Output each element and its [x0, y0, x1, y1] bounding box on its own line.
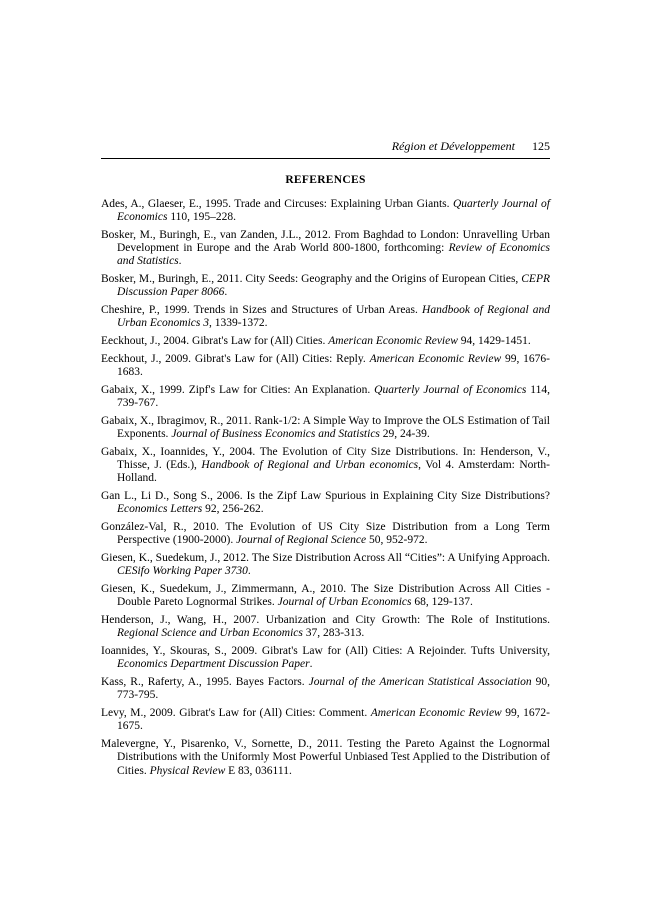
reference-text: González-Val, R., 2010. The Evolution of US City Size Distribution from a Long Term Perspective (1900-2000).	[101, 521, 550, 547]
reference-text: Gan L., Li D., Song S., 2006. Is the Zipf Law Spurious in Explaining City Size Distributions?	[101, 490, 550, 503]
reference-entry	[101, 273, 550, 299]
reference-source-italic: Quarterly Journal of Economics	[374, 384, 527, 396]
reference-text: 37, 283-313.	[302, 627, 365, 640]
reference-source-italic: Handbook of Regional and Urban economics	[201, 459, 419, 472]
reference-text: 110, 195–228.	[167, 211, 237, 224]
reference-source-italic: Economics Department Discussion Paper	[117, 658, 310, 671]
reference-text: Henderson, J., Wang, H., 2007. Urbanization and City Growth: The Role of Institutions.	[101, 614, 550, 627]
references-list	[101, 198, 550, 778]
reference-text: Eeckhout, J., 2004. Gibrat's Law for (All) Cities.	[101, 335, 329, 348]
reference-source-italic: Quarterly Journal of Economics	[117, 198, 550, 224]
reference-entry	[101, 384, 550, 410]
reference-text: Gabaix, X., Ioannides, Y., 2004. The Evolution of City Size Distributions. In: Henderson, V., Thisse, J. (Eds.),	[101, 446, 550, 472]
reference-text: .	[178, 255, 182, 268]
reference-source-italic: CEPR Discussion Paper 8066	[117, 273, 550, 299]
reference-source-italic: Journal of Business Economics and Statistics	[171, 428, 380, 441]
reference-entry	[101, 676, 550, 702]
running-header	[101, 139, 550, 158]
reference-entry	[101, 304, 550, 330]
reference-text: Malevergne, Y., Pisarenko, V., Sornette, D., 2011. Testing the Pareto Against the Lognormal Distributions with the Uniformly Most Powerful Unbiased Test Applied to the Distribution of Cities.	[101, 738, 550, 777]
reference-text: Ades, A., Glaeser, E., 1995. Trade and Circuses: Explaining Urban Giants.	[101, 198, 453, 210]
reference-text: Levy, M., 2009. Gibrat's Law for (All) Cities: Comment.	[101, 707, 371, 720]
reference-source-italic: Economics Letters	[117, 503, 203, 516]
reference-source-italic: Journal of the American Statistical Association	[308, 676, 532, 689]
reference-text: Eeckhout, J., 2009. Gibrat's Law for (All) Cities: Reply.	[101, 353, 370, 365]
reference-text: Giesen, K., Suedekum, J., 2012. The Size Distribution Across All “Cities”: A Unifying Approach.	[101, 552, 550, 565]
reference-entry	[101, 446, 550, 486]
reference-text: Gabaix, X., Ibragimov, R., 2011. Rank-1/2: A Simple Way to Improve the OLS Estimation of Tail Exponents.	[101, 415, 550, 441]
reference-entry	[101, 490, 550, 516]
page-number: 125	[532, 139, 550, 153]
reference-text: , Vol 4. Amsterdam: North-Holland.	[117, 459, 550, 485]
reference-text: , 1339-1372.	[209, 317, 268, 330]
reference-source-italic: Journal of Regional Science	[236, 534, 367, 547]
journal-title: Région et Développement	[391, 139, 515, 153]
reference-text: 29, 24-39.	[379, 428, 430, 441]
reference-source-italic: Journal of Urban Economics	[277, 596, 412, 609]
reference-text: .	[309, 658, 313, 671]
reference-source-italic: Handbook of Regional and Urban Economics 3	[117, 304, 551, 330]
reference-entry	[101, 415, 550, 441]
reference-text: Gabaix, X., 1999. Zipf's Law for Cities: An Explanation.	[101, 384, 375, 396]
page-content	[101, 139, 550, 782]
reference-entry	[101, 335, 550, 348]
references-heading: REFERENCES	[285, 174, 366, 186]
reference-source-italic: American Economic Review	[328, 335, 458, 348]
reference-text: Bosker, M., Buringh, E., 2011. City Seeds: Geography and the Origins of European Cities,	[101, 273, 522, 286]
reference-text: 50, 952-972.	[366, 534, 428, 547]
reference-source-italic: Review of Economics and Statistics	[117, 242, 550, 268]
reference-text: 90, 773-795.	[117, 676, 550, 702]
reference-text: 114, 739-767.	[117, 384, 550, 410]
reference-text: 68, 129-137.	[411, 596, 473, 609]
reference-text: 99, 1672-1675.	[117, 707, 550, 733]
reference-entry	[101, 645, 550, 671]
reference-text: Cheshire, P., 1999. Trends in Sizes and Structures of Urban Areas.	[101, 304, 423, 317]
reference-text: 99, 1676-1683.	[117, 353, 550, 379]
reference-entry	[101, 738, 550, 778]
reference-source-italic: Physical Review	[149, 764, 226, 777]
reference-source-italic: American Economic Review	[369, 353, 502, 365]
reference-text: .	[247, 565, 251, 578]
header-rule	[101, 158, 550, 159]
reference-text: Kass, R., Raferty, A., 1995. Bayes Factors.	[101, 676, 309, 689]
reference-entry	[101, 229, 550, 269]
reference-text: .	[224, 286, 228, 299]
reference-source-italic: American Economic Review	[370, 707, 502, 720]
reference-entry	[101, 198, 550, 224]
reference-source-italic: CESifo Working Paper 3730	[117, 565, 248, 578]
reference-entry	[101, 707, 550, 733]
reference-text: Bosker, M., Buringh, E., van Zanden, J.L., 2012. From Baghdad to London: Unravelling Urban Development in Europe and the Arab World 800-1800, forthcoming:	[101, 229, 550, 255]
reference-entry	[101, 353, 550, 379]
reference-text: Giesen, K., Suedekum, J., Zimmermann, A., 2010. The Size Distribution Across All Cities - Double Pareto Lognormal Strikes.	[101, 583, 550, 609]
reference-text: 94, 1429-1451.	[457, 335, 531, 348]
reference-source-italic: Regional Science and Urban Economics	[117, 627, 303, 640]
reference-entry	[101, 552, 550, 578]
reference-entry	[101, 583, 550, 609]
reference-entry	[101, 521, 550, 547]
reference-text: Ioannides, Y., Skouras, S., 2009. Gibrat's Law for (All) Cities: A Rejoinder. Tufts University,	[101, 645, 550, 658]
reference-text: 92, 256-262.	[202, 503, 264, 516]
reference-entry	[101, 614, 550, 640]
reference-text: E 83, 036111.	[225, 764, 292, 777]
